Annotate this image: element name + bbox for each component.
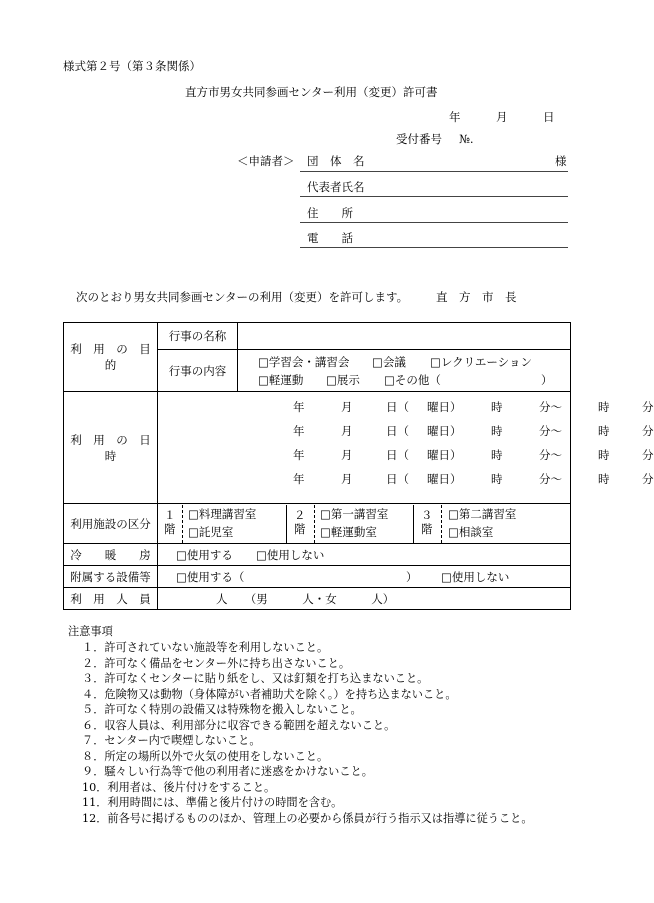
dt-row1-weekday: 曜日） <box>427 399 462 414</box>
representative-label: 代表者氏名 <box>307 180 365 194</box>
datetime-field <box>158 392 654 504</box>
equipment-label: 附属する設備等 <box>64 566 158 588</box>
dt-row3-hour-start: 時 <box>491 447 503 462</box>
option-meeting[interactable]: □会議 <box>372 354 406 369</box>
note-item: ２．許可なく備品をセンター外に持ち出さないこと。 <box>82 656 351 670</box>
note-item: 11．利用時間には、準備と後片付けの時間を含む。 <box>82 796 343 809</box>
dt-row4-weekday: 曜日） <box>427 471 462 486</box>
dt-row2-hour-start: 時 <box>491 423 503 438</box>
equipment-no-use[interactable]: □使用しない <box>441 569 510 584</box>
dt-row1-minute-end: 分 <box>642 399 654 414</box>
dt-row2-day: 日（ <box>386 423 409 438</box>
dt-row3-weekday: 曜日） <box>427 447 462 462</box>
floor-separator <box>286 505 287 543</box>
users-field <box>158 588 571 610</box>
org-suffix: 様 <box>555 154 567 168</box>
floor-3-label: ３ 階 <box>421 507 433 536</box>
note-item: ７．センター内で喫煙しないこと。 <box>82 734 261 747</box>
facility-field <box>158 504 571 544</box>
option-study[interactable]: □学習会・講習会 <box>258 354 350 369</box>
date-day: 日 <box>543 110 555 124</box>
note-item: １．許可されていない施設等を利用しないこと。 <box>82 641 329 654</box>
form-number: 様式第２号（第３条関係） <box>63 59 201 73</box>
floor-1-label: １ 階 <box>164 507 176 536</box>
dt-row4-hour-end: 時 <box>598 471 610 486</box>
dt-row3-month: 月 <box>341 447 353 462</box>
dt-row1-minute-start: 分～ <box>539 399 562 414</box>
phone-label: 電 話 <box>307 231 353 245</box>
floor-2-room-1[interactable]: □第一講習室 <box>320 506 389 521</box>
aircon-use[interactable]: □使用する <box>176 547 233 562</box>
option-other[interactable]: □その他（ <box>384 372 441 387</box>
dt-row3-minute-end: 分 <box>642 447 654 462</box>
aircon-field <box>158 544 571 566</box>
issuer: 直 方 市 長 <box>436 290 517 304</box>
note-item: ５．許可なく特別の設備又は特殊物を搬入しないこと。 <box>82 703 362 716</box>
datetime-label: 利 用 の 日 時 <box>64 392 158 504</box>
facility-label: 利用施設の区分 <box>64 504 158 544</box>
dt-row2-minute-end: 分 <box>642 423 654 438</box>
note-item: ３．許可なくセンターに貼り紙をし、又は釘類を打ち込まないこと。 <box>82 672 429 685</box>
option-exhibition[interactable]: □展示 <box>326 372 360 387</box>
option-recreation[interactable]: □レクリエーション <box>430 354 532 369</box>
floor-3-divider <box>441 505 442 543</box>
floor-1-room-1[interactable]: □料理講習室 <box>188 506 257 521</box>
users-text: 人 （男 人・女 人） <box>216 591 395 606</box>
users-label: 利 用 人 員 <box>64 588 158 610</box>
floor-3-room-2[interactable]: □相談室 <box>448 524 494 539</box>
dt-row1-hour-start: 時 <box>491 399 503 414</box>
dt-row4-month: 月 <box>341 471 353 486</box>
floor-3-room-1[interactable]: □第二講習室 <box>448 506 517 521</box>
org-name-label: 団 体 名 <box>307 154 365 168</box>
dt-row3-day: 日（ <box>386 447 409 462</box>
aircon-no-use[interactable]: □使用しない <box>256 547 325 562</box>
note-item: ８．所定の場所以外で火気の使用をしないこと。 <box>82 749 329 763</box>
equipment-field <box>158 566 571 588</box>
floor-2-room-2[interactable]: □軽運動室 <box>320 524 377 539</box>
dt-row2-weekday: 曜日） <box>427 423 462 438</box>
notes-heading: 注意事項 <box>68 625 113 638</box>
representative-line <box>300 196 568 197</box>
dt-row1-hour-end: 時 <box>598 399 610 414</box>
event-content-label: 行事の内容 <box>158 350 238 392</box>
dt-row4-minute-end: 分 <box>642 471 654 486</box>
floor-2-divider <box>314 505 315 543</box>
date-year: 年 <box>449 110 461 124</box>
dt-row1-month: 月 <box>341 399 353 414</box>
address-line <box>300 222 568 223</box>
aircon-label: 冷 暖 房 <box>64 544 158 566</box>
dt-row4-minute-start: 分～ <box>539 471 562 486</box>
dt-row2-month: 月 <box>341 423 353 438</box>
dt-row4-year: 年 <box>293 471 305 486</box>
event-name-field[interactable] <box>238 323 571 350</box>
dt-row3-minute-start: 分～ <box>539 447 562 462</box>
floor-2-label: ２ 階 <box>294 507 306 536</box>
receipt-label: 受付番号 <box>396 132 442 146</box>
org-name-line <box>300 171 568 172</box>
phone-line <box>300 247 568 248</box>
floor-1-room-2[interactable]: □託児室 <box>188 524 234 539</box>
option-other-close: ） <box>541 372 553 387</box>
equipment-close: ） <box>406 569 418 584</box>
dt-row4-day: 日（ <box>386 471 409 486</box>
note-item: 10．利用者は、後片付けをすること。 <box>82 780 276 794</box>
floor-1-divider <box>182 505 183 543</box>
note-item: ９．騒々しい行為等で他の利用者に迷惑をかけないこと。 <box>82 765 373 778</box>
note-item: 12．前各号に掲げるもののほか、管理上の必要から係員が行う指示又は指導に従うこと。 <box>82 811 533 825</box>
dt-row1-day: 日（ <box>386 399 409 414</box>
permit-table <box>63 322 654 610</box>
note-item: ６．収容人員は、利用部分に収容できる範囲を超えないこと。 <box>82 718 396 732</box>
receipt-no: №. <box>459 132 474 146</box>
address-label: 住 所 <box>307 206 353 220</box>
dt-row3-hour-end: 時 <box>598 447 610 462</box>
purpose-label: 利 用 の 目 的 <box>64 323 158 392</box>
option-light-exercise[interactable]: □軽運動 <box>258 372 304 387</box>
dt-row1-year: 年 <box>293 399 305 414</box>
note-item: ４．危険物又は動物（身体障がい者補助犬を除く。）を持ち込まないこと。 <box>82 687 457 701</box>
applicant-label: ＜申請者＞ <box>237 154 295 168</box>
dt-row4-hour-start: 時 <box>491 471 503 486</box>
equipment-use[interactable]: □使用する（ <box>176 569 245 584</box>
event-content-options <box>238 350 571 392</box>
dt-row3-year: 年 <box>293 447 305 462</box>
date-month: 月 <box>496 110 508 124</box>
event-name-label: 行事の名称 <box>158 323 238 350</box>
document-title: 直方市男女共同参画センター利用（変更）許可書 <box>185 85 438 99</box>
dt-row2-year: 年 <box>293 423 305 438</box>
dt-row2-minute-start: 分～ <box>539 423 562 438</box>
floor-separator <box>413 505 414 543</box>
permission-statement: 次のとおり男女共同参画センターの利用（変更）を許可します。 <box>76 290 409 304</box>
dt-row2-hour-end: 時 <box>598 423 610 438</box>
